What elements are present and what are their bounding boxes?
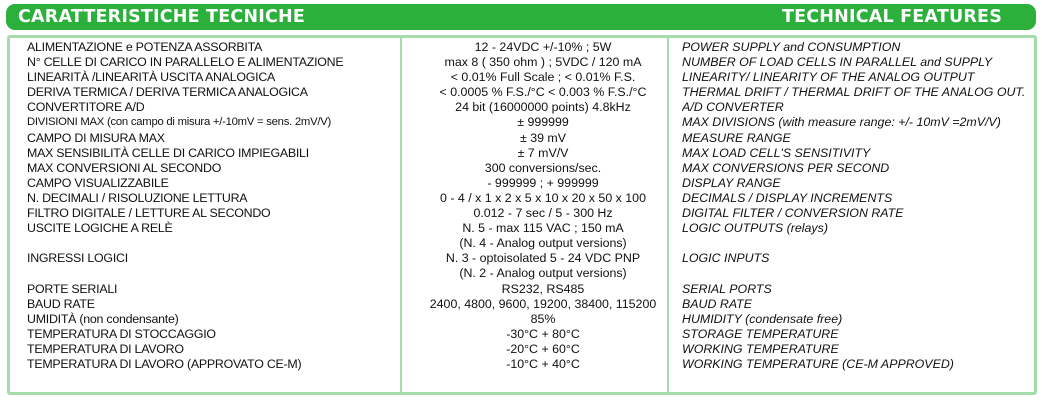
spec-value: RS232, RS485 — [501, 281, 585, 296]
spec-label-english — [682, 266, 1032, 281]
spec-value: -10°C + 40°C — [506, 356, 580, 371]
spec-value: -30°C + 80°C — [506, 326, 580, 341]
spec-label-italian: DIVISIONI MAX (con campo di misura +/-10mV = sens. 2mV/V) — [27, 116, 332, 129]
spec-value: - 999999 ; + 999999 — [487, 175, 599, 190]
spec-value: (N. 4 - Analog output versions) — [459, 236, 627, 251]
spec-label-italian: CAMPO DI MISURA MAX — [27, 130, 165, 145]
spec-label-english: HUMIDITY (condensate free) — [682, 311, 843, 326]
header-bar — [6, 4, 1036, 30]
spec-label-italian — [27, 236, 402, 251]
spec-value: ± 7 mV/V — [517, 145, 569, 160]
spec-label-italian: DERIVA TERMICA / DERIVA TERMICA ANALOGICA — [27, 85, 308, 100]
spec-value: 24 bit (16000000 points) 4.8kHz — [455, 100, 631, 115]
spec-label-italian: LINEARITÀ /LINEARITÀ USCITA ANALOGICA — [27, 70, 276, 85]
values-column — [400, 40, 686, 392]
spec-label-italian: MAX SENSIBILITÀ CELLE DI CARICO IMPIEGABILI — [27, 145, 309, 160]
spec-value: 85% — [530, 311, 556, 326]
spec-label-italian: USCITE LOGICHE A RELÈ — [27, 221, 173, 236]
spec-label-italian: TEMPERATURA DI LAVORO (APPROVATO CE-M) — [27, 356, 302, 371]
spec-value: 2400, 4800, 9600, 19200, 38400, 115200 — [429, 296, 657, 311]
spec-label-english: DISPLAY RANGE — [682, 175, 781, 190]
spec-label-italian: BAUD RATE — [27, 296, 95, 311]
spec-label-italian: CONVERTITORE A/D — [27, 100, 145, 115]
spec-label-english: BAUD RATE — [682, 296, 752, 311]
spec-label-english: MEASURE RANGE — [682, 130, 791, 145]
spec-label-italian: TEMPERATURA DI STOCCAGGIO — [27, 326, 216, 341]
spec-label-english: WORKING TEMPERATURE (CE-M APPROVED) — [682, 356, 954, 371]
spec-value: 12 - 24VDC +/-10% ; 5W — [474, 40, 612, 54]
spec-label-italian: N° CELLE DI CARICO IN PARALLELO E ALIMENTAZIONE — [27, 55, 344, 70]
spec-label-english: DECIMALS / DISPLAY INCREMENTS — [682, 190, 893, 205]
spec-label-italian: ALIMENTAZIONE e POTENZA ASSORBITA — [27, 40, 263, 54]
spec-value: N. 5 - max 115 VAC ; 150 mA — [462, 221, 624, 236]
spec-label-english: MAX CONVERSIONS PER SECOND — [682, 160, 890, 175]
header-title-italian: CARATTERISTICHE TECNICHE — [18, 7, 305, 27]
spec-value: 0 - 4 / x 1 x 2 x 5 x 10 x 20 x 50 x 100 — [440, 190, 646, 205]
spec-label-english: THERMAL DRIFT / THERMAL DRIFT OF THE ANALOG OUT. — [682, 85, 1026, 100]
spec-label-italian: CAMPO VISUALIZZABILE — [27, 175, 169, 190]
spec-label-english: SERIAL PORTS — [682, 281, 772, 296]
spec-label-english — [682, 236, 1032, 251]
english-labels-column — [682, 40, 1032, 392]
spec-value: < 0.01% Full Scale ; < 0.01% F.S. — [450, 70, 636, 85]
spec-value: ± 39 mV — [519, 130, 567, 145]
spec-label-english: POWER SUPPLY and CONSUMPTION — [682, 40, 901, 54]
spec-label-english: NUMBER OF LOAD CELLS IN PARALLEL and SUPPLY — [682, 55, 993, 70]
spec-label-italian: N. DECIMALI / RISOLUZIONE LETTURA — [27, 190, 248, 205]
spec-label-italian: INGRESSI LOGICI — [27, 251, 128, 266]
spec-label-italian: MAX CONVERSIONI AL SECONDO — [27, 160, 222, 175]
spec-label-english: STORAGE TEMPERATURE — [682, 326, 839, 341]
spec-label-english: LOGIC OUTPUTS (relays) — [682, 221, 828, 236]
spec-label-italian: UMIDITÀ (non condensante) — [27, 311, 179, 326]
spec-label-italian: FILTRO DIGITALE / LETTURE AL SECONDO — [27, 206, 271, 221]
spec-value: 300 conversions/sec. — [484, 160, 602, 175]
spec-value: N. 3 - optoisolated 5 - 24 VDC PNP — [445, 251, 641, 266]
spec-label-italian — [27, 266, 402, 281]
spec-label-english: MAX LOAD CELL'S SENSITIVITY — [682, 145, 871, 160]
spec-value: -20°C + 60°C — [506, 341, 580, 356]
italian-labels-column — [27, 40, 402, 392]
spec-value: 0.012 - 7 sec / 5 - 300 Hz — [473, 206, 613, 221]
spec-value: (N. 2 - Analog output versions) — [459, 266, 627, 281]
spec-label-english: MAX DIVISIONS (with measure range: +/- 10mV =2mV/V) — [682, 115, 1001, 130]
spec-label-english: LINEARITY/ LINEARITY OF THE ANALOG OUTPUT — [682, 70, 975, 85]
specs-table — [7, 35, 1037, 395]
spec-label-english: LOGIC INPUTS — [682, 251, 770, 266]
spec-label-italian: TEMPERATURA DI LAVORO — [27, 341, 184, 356]
spec-label-italian: PORTE SERIALI — [27, 281, 118, 296]
spec-value: max 8 ( 350 ohm ) ; 5VDC / 120 mA — [444, 55, 642, 70]
spec-label-english: WORKING TEMPERATURE — [682, 341, 839, 356]
spec-label-english: A/D CONVERTER — [682, 100, 784, 115]
header-title-english: TECHNICAL FEATURES — [781, 7, 1002, 27]
spec-value: < 0.0005 % F.S./°C < 0.003 % F.S./°C — [439, 85, 647, 100]
spec-label-english: DIGITAL FILTER / CONVERSION RATE — [682, 206, 904, 221]
spec-value: ± 999999 — [517, 115, 569, 130]
